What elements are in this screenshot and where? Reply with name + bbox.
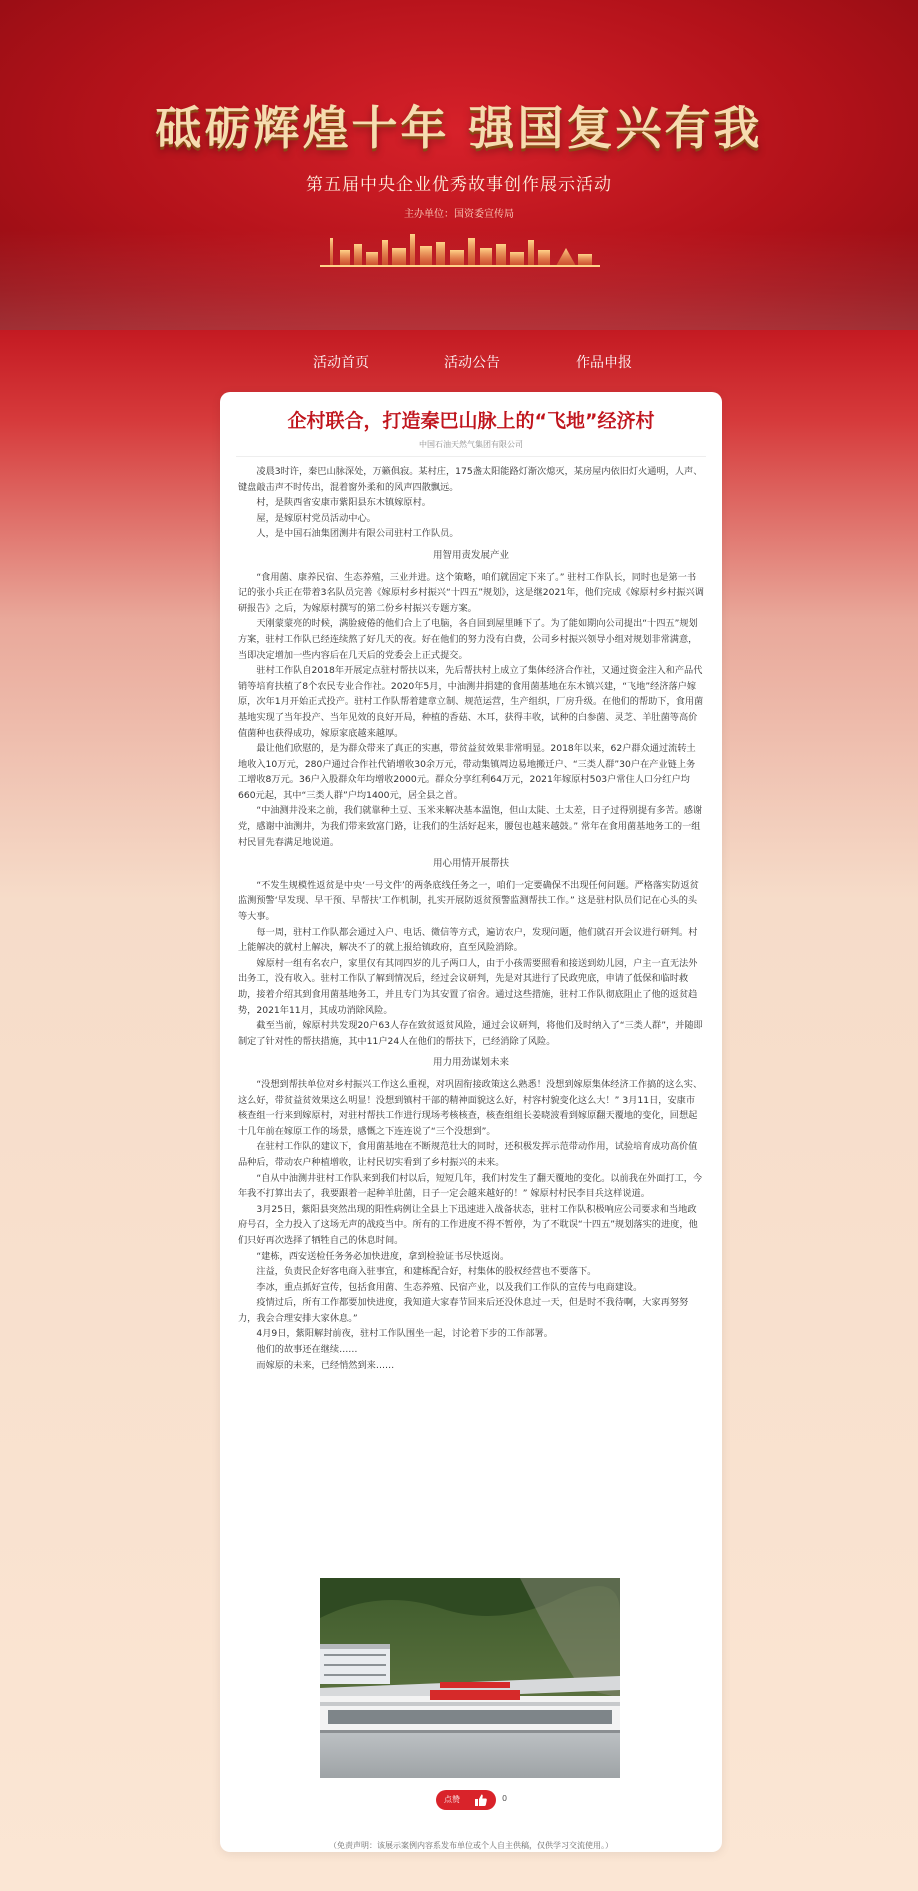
mushroom-base-photo [320,1578,620,1778]
section-paragraph: “自从中油测井驻村工作队来到我们村以后，短短几年，我们村发生了翻天覆地的变化。以前我在外面打工，今年我不打算出去了，我要跟着一起种羊肚菌，日子一定会越来越好的！” 嫁原村村民李目兵这样说道。 [238,1172,703,1200]
section-heading: 用智用责发展产业 [432,549,509,561]
main-nav [0,340,918,386]
section-paragraph: 驻村工作队自2018年开展定点驻村帮扶以来，先后帮扶村上成立了集体经济合作社，又通过资金注入和产品代销等培育扶植了8个农民专业合作社。2020年5月，中油测井捐建的食用菌基地在东木镇兴建，“飞地”经济落户嫁原，次年1月开始正式投产。驻村工作队帮着建章立制、规范运营，生产组织，厂房升级。在他们的帮助下，食用菌基地实现了当年投产、当年见效的良好开局，种植的香菇、木耳，获得丰收，试种的白参菌、灵芝、羊肚菌等高价值菌种也获得成功，嫁原家底越来越厚。 [238,665,704,739]
like-count: 0 [502,1794,508,1803]
section-heading: 用心用情开展帮扶 [432,858,509,870]
banner-title: 砥砺辉煌十年 强国复兴有我 [155,101,763,155]
banner-subtitle: 第五届中央企业优秀故事创作展示活动 [306,175,612,195]
intro-paragraph: 人，是中国石油集团测井有限公司驻村工作队员。 [256,528,459,540]
banner-organizer: 主办单位：国资委宣传局 [404,209,514,220]
section-paragraph: “不发生规模性返贫是中央‘一号文件’的两条底线任务之一，咱们一定要确保不出现任何问题。严格落实防返贫监测预警‘早发现、早干预、早帮扶’工作机制，扎实开展防返贫预警监测帮扶工作。” 这是驻村队员们记在心头的头等大事。 [238,879,699,923]
section-paragraph: 截至当前，嫁原村共发现20户63人存在致贫返贫风险，通过会议研判，将他们及时纳入了“三类人群”，并随即制定了针对性的帮扶措施，其中11户24人在他们的帮扶下，已经消除了风险。 [238,1020,703,1047]
intro-paragraph: 村，是陕西省安康市紫阳县东木镇嫁原村。 [256,497,431,509]
article-title: 企村联合，打造秦巴山脉上的“飞地”经济村 [287,410,655,432]
section-paragraph: 天刚蒙蒙亮的时候，满脸疲倦的他们合上了电脑，各自回到屋里睡下了。为了能如期向公司提出“十四五”规划方案，驻村工作队已经连续熬了好几天的夜。好在他们的努力没有白费，公司乡村振兴领导小组对规划非常满意，当即决定增加一些内容后在几天后的党委会上正式提交。 [238,618,698,661]
section-paragraph: 疫情过后，所有工作都要加快进度，我知道大家春节回来后还没休息过一天，但是时不我待啊，大家再努努力，我会合理安排大家休息。” [238,1297,689,1324]
section-heading: 用力用劲谋划未来 [432,1057,509,1069]
section-paragraph: “食用菌、康养民宿、生态养殖，三业并进。这个策略，咱们就固定下来了。” 驻村工作队长，同时也是第一书记的张小兵正在带着3名队员完善《嫁原村乡村振兴“十四五”规划》，这是继2021年，他们完成《嫁原村乡村振兴调研报告》之后，为嫁原村撰写的第二份乡村振兴专题方案。 [238,571,704,614]
section-paragraph: 李冰，重点抓好宣传，包括食用菌、生态养殖、民宿产业，以及我们工作队的宣传与电商建设。 [256,1281,643,1293]
like-label: 点赞 [444,1795,460,1804]
article-card [220,392,722,1852]
section-paragraph: “没想到帮扶单位对乡村振兴工作这么重视，对巩固衔接政策这么熟悉！没想到嫁原集体经济工作搞的这么实、这么好，带贫益贫效果这么明显！没想到镇村干部的精神面貌这么好，村容村貌变化这么大！” 3月11日，安康市核查组一行来到嫁原村，对驻村帮扶工作进行现场考核核查，核查组组长姜晓波看到嫁原翻天覆地的变化，回想起十几年前在嫁原工作的场景，感慨之下连连说了“三个没想到”。 [238,1078,703,1137]
section-paragraph: 4月9日，紫阳解封前夜，驻村工作队围坐一起，讨论着下步的工作部署。 [256,1328,553,1340]
nav-announcements[interactable]: 活动公告 [444,355,500,371]
section-paragraph: 最让他们欣慰的，是为群众带来了真正的实惠，带贫益贫效果非常明显。2018年以来，62户群众通过流转土地收入10万元，280户通过合作社代销增收30余万元，带动集镇周边易地搬迁户、“三类人群”30户在产业链上务工增收8万元。36户入股群众年均增收2000元。群众分享红利64万元，2021年嫁原村503户常住人口分红户均660元起，其中“三类人群”户均1400元，居全县之首。 [238,743,696,801]
nav-home[interactable]: 活动首页 [313,355,369,371]
thumbs-up-icon [474,1793,488,1807]
section-paragraph: 他们的故事还在继续…… [256,1344,358,1356]
like-button[interactable] [436,1790,496,1810]
section-paragraph: 注益，负责民企好客电商入驻事宜，和建栋配合好，村集体的股权经营也不要落下。 [256,1266,597,1278]
city-skyline-illustration [320,228,600,268]
hero-banner [0,0,918,330]
article-source: 中国石油天然气集团有限公司 [220,439,722,457]
section-paragraph: “中油测井没来之前，我们就靠种土豆、玉米来解决基本温饱，但山太陡、土太差，日子过得别提有多苦。感谢党，感谢中油测井，为我们带来致富门路，让我们的生活好起来，腰包也越来越鼓。” 常年在食用菌基地务工的一组村民冒先春满足地说道。 [238,805,703,848]
section-paragraph: 在驻村工作队的建议下，食用菌基地在不断规范壮大的同时，还积极发挥示范带动作用，试验培育成功高价值品种后，带动农户种植增收，让村民切实看到了乡村振兴的未来。 [238,1141,698,1168]
intro-paragraph: 屋，是嫁原村党员活动中心。 [256,512,376,524]
disclaimer: （免责声明：该展示案例内容系发布单位或个人自主供稿，仅供学习交流使用。） [329,1841,613,1850]
nav-submission[interactable]: 作品申报 [576,355,632,371]
section-paragraph: 3月25日，紫阳县突然出现的阳性病例让全县上下迅速进入战备状态，驻村工作队积极响应公司要求和当地政府号召，全力投入了这场无声的战疫当中。所有的工作进度不得不暂停，为了不耽误“十四五”规划落实的进度，他们只好再次选择了牺牲自己的休息时间。 [238,1203,698,1246]
intro-paragraph: 凌晨3时许，秦巴山脉深处，万籁俱寂。某村庄，175盏太阳能路灯渐次熄灭，某房屋内依旧灯火通明，人声、键盘敲击声不时传出，混着窗外柔和的风声四散飘远。 [238,466,703,493]
section-paragraph: 每一周，驻村工作队都会通过入户、电话、微信等方式，遍访农户，发现问题，他们就召开会议进行研判。村上能解决的就村上解决，解决不了的就上报给镇政府，直至风险消除。 [238,926,698,954]
section-paragraph: “建栋，西安送检任务务必加快进度，拿到检验证书尽快返岗。 [256,1250,510,1262]
article-body [238,464,704,1373]
section-paragraph: 而嫁原的未来，已经悄然到来…… [256,1359,395,1371]
section-paragraph: 嫁原村一组有名农户，家里仅有其同四岁的儿子两口人，由于小孩需要照看和接送到幼儿园，户主一直无法外出务工，没有收入。驻村工作队了解到情况后，经过会议研判，先是对其进行了民政兜底，申请了低保和临时救助，接着介绍其到食用菌基地务工，并且专门为其安置了宿舍。通过这些措施，驻村工作队彻底阻止了他的返贫趋势，2021年11月，其成功消除风险。 [238,957,698,1016]
